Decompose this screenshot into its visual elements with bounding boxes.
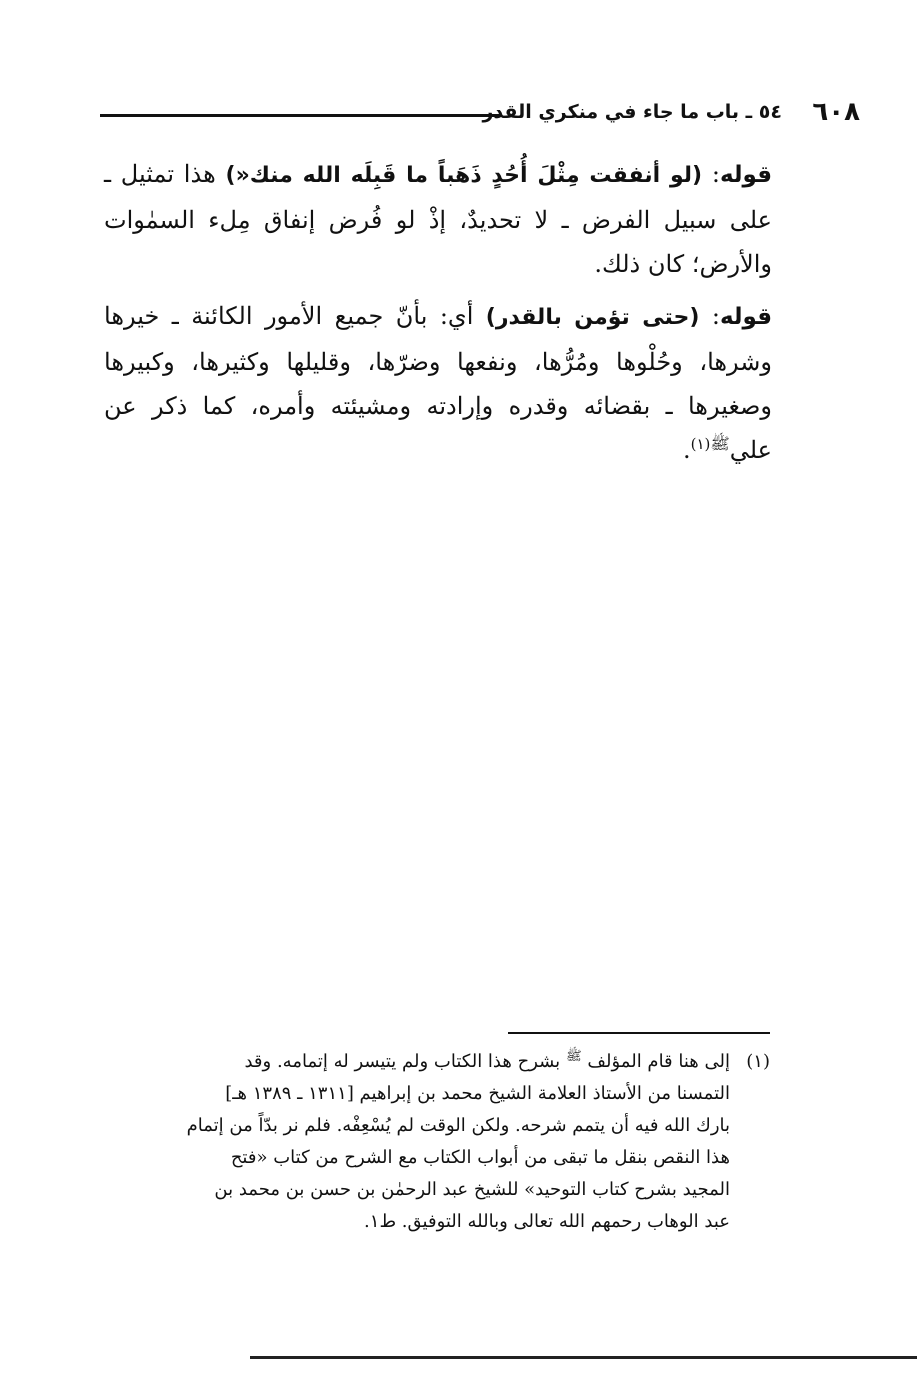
colon: : [699,302,720,330]
footnote-line: عبد الوهاب رحمهم الله تعالى وبالله التوفيق. ط١. [364,1211,730,1232]
commentary-text: هذا تمثيل ـ على سبيل الفرض ـ لا تحديدٌ، إذْ لو فُرض إنفاق مِلء السمٰوات والأرض؛ كان ذلك. [104,160,772,278]
commentary-text: أي: بأنّ جميع الأمور الكائنة ـ خيرها وشرها، وحُلْوها ومُرُّها، ونفعها وضرّها، وقليلها وكثيرها، وكبيرها وصغيرها ـ بقضائه وقدره وإرادته ومشيئته وأمره، كما ذكر عن علي [104,302,772,464]
footnote-reference: (١) [690,435,711,453]
footnote-line: بارك الله فيه أن يتمم شرحه. ولكن الوقت لم يُسْعِفْه. فلم نر بدّاً من إتمام [186,1115,730,1136]
footnote-line: هذا النقص بنقل ما تبقى من أبواب الكتاب مع الشرح من كتاب «فتح [230,1147,730,1168]
bottom-page-edge [250,1356,917,1359]
keyword: قوله [719,304,773,330]
footnote-line [98,1046,770,1078]
paragraph-1 [104,152,772,286]
main-text [104,152,772,480]
footnote-text: إلى هنا قام المؤلف [587,1051,730,1072]
honorific-symbol: ﷺ [565,1049,582,1064]
footnote-line: المجيد بشرح كتاب التوحيد» للشيخ عبد الرحمٰن بن حسن بن محمد بن [214,1179,730,1200]
colon: : [702,160,720,188]
keyword: قوله [719,162,773,188]
chapter-title: ٥٤ ـ باب ما جاء في منكري القدر [482,101,782,123]
sentence-end: . [682,436,691,464]
footnote-line: التمسنا من الأستاذ العلامة الشيخ محمد بن إبراهيم [١٣١١ ـ ١٣٨٩ هـ] [225,1083,730,1104]
honorific-symbol: ﷺ [710,434,730,453]
header-rule [100,114,500,117]
page-header [100,92,860,132]
paragraph-2 [104,294,772,472]
hadith-quote: (لو أنفقت مِثْلَ أُحُدٍ ذَهَباً ما قَبِلَه الله منك«) [225,163,703,188]
footnote-marker: (١) [746,1051,770,1072]
hadith-quote: (حتى تؤمن بالقدر) [485,305,700,330]
footnote [98,1046,770,1238]
footnote-text: بشرح هذا الكتاب ولم يتيسر له إتمامه. وقد [244,1051,561,1072]
footnote-separator [508,1032,770,1034]
page-number: ٦٠٨ [812,97,860,127]
